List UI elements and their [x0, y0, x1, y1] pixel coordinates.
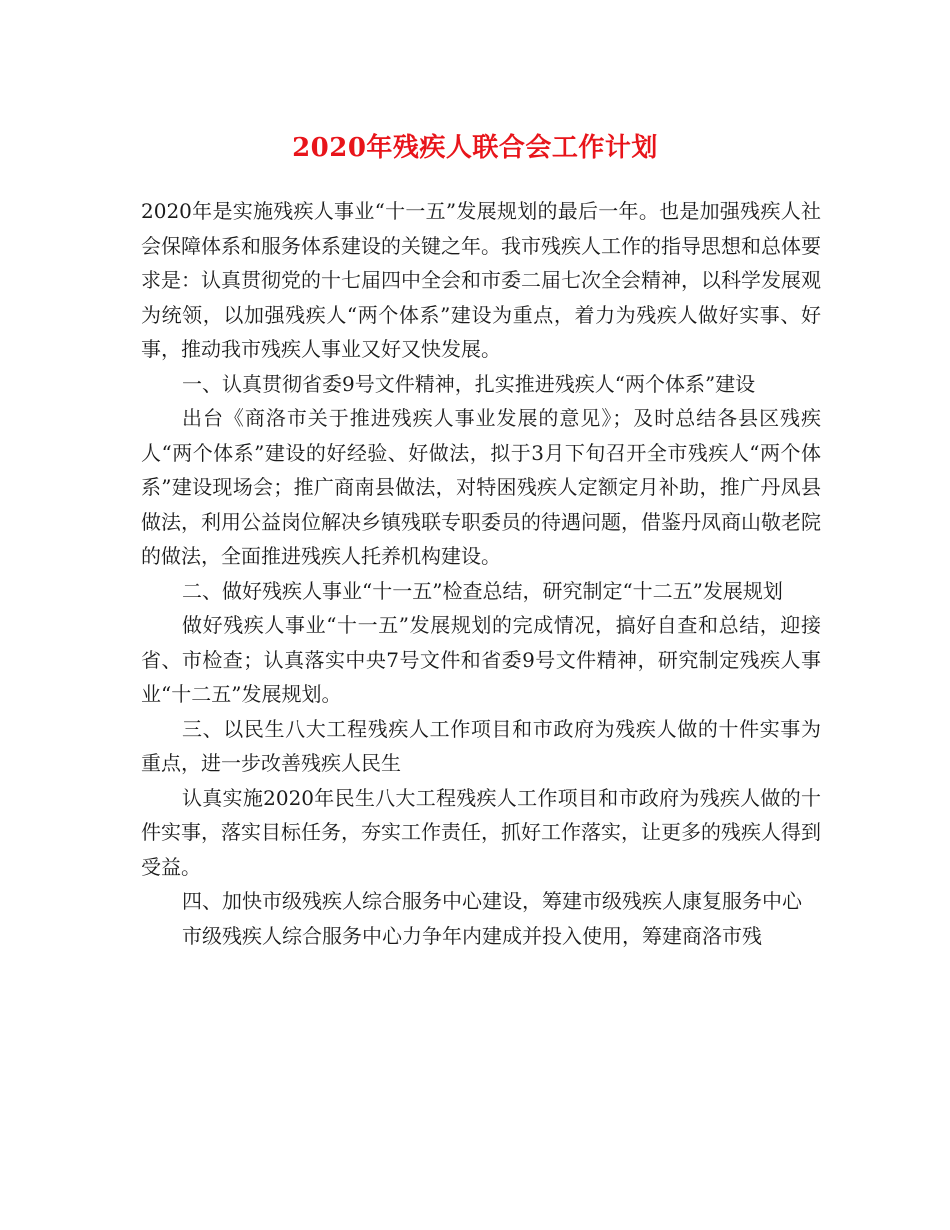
section-body-4: 市级残疾人综合服务中心力争年内建成并投入使用，筹建商洛市残: [182, 923, 762, 948]
section-heading-4: 四、加快市级残疾人综合服务中心建设，筹建市级残疾人康复服务中心: [182, 889, 802, 913]
section-body-2: 做好残疾人事业“十一五”发展规划的完成情况，搞好自查和总结，迎接省、市检查；认真落实中央7号文件和省委9号文件精神，研究制定残疾人事业“十二五”发展规划。: [141, 613, 821, 706]
section-heading-2: 二、做好残疾人事业“十一五”检查总结，研究制定“十二五”发展规划: [182, 578, 783, 603]
intro-paragraph: 2020年是实施残疾人事业“十一五”发展规划的最后一年。也是加强残疾人社会保障体系和服务体系建设的关键之年。我市残疾人工作的指导思想和总体要求是：认真贯彻党的十七届四中全会和市委二届七次全会精神，以科学发展观为统领，以加强残疾人“两个体系”建设为重点，着力为残疾人做好实事、好事，推动我市残疾人事业又好又快发展。: [141, 199, 821, 361]
document-title: 2020年残疾人联合会工作计划: [292, 133, 658, 163]
section-body-3: 认真实施2020年民生八大工程残疾人工作项目和市政府为残疾人做的十件实事，落实目标任务，夯实工作责任，抓好工作落实，让更多的残疾人得到受益。: [141, 785, 821, 879]
document-body: [141, 194, 821, 953]
section-heading-1: 一、认真贯彻省委9号文件精神，扎实推进残疾人“两个体系”建设: [182, 371, 756, 396]
section-body-1: 出台《商洛市关于推进残疾人事业发展的意见》；及时总结各县区残疾人“两个体系”建设的好经验、好做法，拟于3月下旬召开全市残疾人“两个体系”建设现场会；推广商南县做法，对特困残疾人定额定月补助，推广丹凤县做法，利用公益岗位解决乡镇残联专职委员的待遇问题，借鉴丹凤商山敬老院的做法，全面推进残疾人托养机构建设。: [141, 406, 821, 568]
section-heading-3: 三、以民生八大工程残疾人工作项目和市政府为残疾人做的十件实事为重点，进一步改善残疾人民生: [141, 716, 821, 775]
